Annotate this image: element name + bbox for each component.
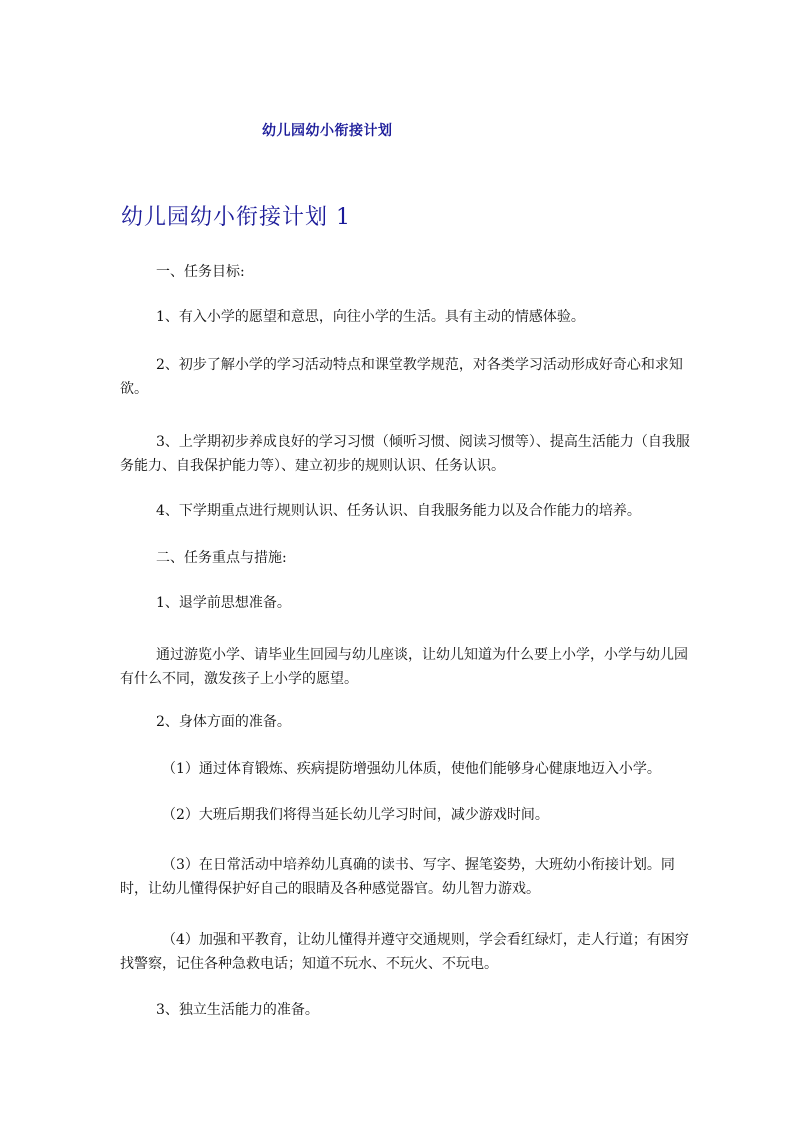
measure-paragraph-visit: 通过游览小学、请毕业生回园与幼儿座谈，让幼儿知道为什么要上小学，小学与幼儿园有什么不同，激发孩子上小学的愿望。 <box>120 647 688 687</box>
measure-subitem-4: （4）加强和平教育，让幼儿懂得并遵守交通规则，学会看红绿灯，走人行道；有困穷找警察，记住各种急救电话；知道不玩水、不玩火、不玩电。 <box>120 932 689 972</box>
section-heading-goals: 一、任务目标: <box>156 264 245 280</box>
measure-item-2: 2、身体方面的准备。 <box>156 714 291 730</box>
measure-subitem-2: （2）大班后期我们将得当延长幼儿学习时间，减少游戏时间。 <box>162 807 549 823</box>
measure-subitem-1: （1）通过体育锻炼、疾病提防增强幼儿体质，使他们能够身心健康地迈入小学。 <box>162 761 661 777</box>
section-heading-measures: 二、任务重点与措施: <box>156 550 287 566</box>
goal-item-1: 1、有入小学的愿望和意思，向往小学的生活。具有主动的情感体验。 <box>156 309 585 325</box>
measure-item-1: 1、退学前思想准备。 <box>156 595 291 611</box>
measure-item-3: 3、独立生活能力的准备。 <box>156 1002 319 1018</box>
header-title: 幼儿园幼小衔接计划 <box>262 123 393 139</box>
measure-subitem-3: （3）在日常活动中培养幼儿真确的读书、写字、握笔姿势，大班幼小衔接计划。同时，让幼儿懂得保护好自己的眼睛及各种感觉器官。幼儿智力游戏。 <box>120 857 675 897</box>
goal-item-4: 4、下学期重点进行规则认识、任务认识、自我服务能力以及合作能力的培养。 <box>156 503 641 519</box>
goal-item-2: 2、初步了解小学的学习活动特点和课堂教学规范，对各类学习活动形成好奇心和求知欲。 <box>120 357 683 397</box>
main-title: 幼儿园幼小衔接计划 1 <box>121 205 351 230</box>
goal-item-3: 3、上学期初步养成良好的学习习惯（倾听习惯、阅读习惯等）、提高生活能力（自我服务能力、自我保护能力等）、建立初步的规则认识、任务认识。 <box>120 434 690 474</box>
